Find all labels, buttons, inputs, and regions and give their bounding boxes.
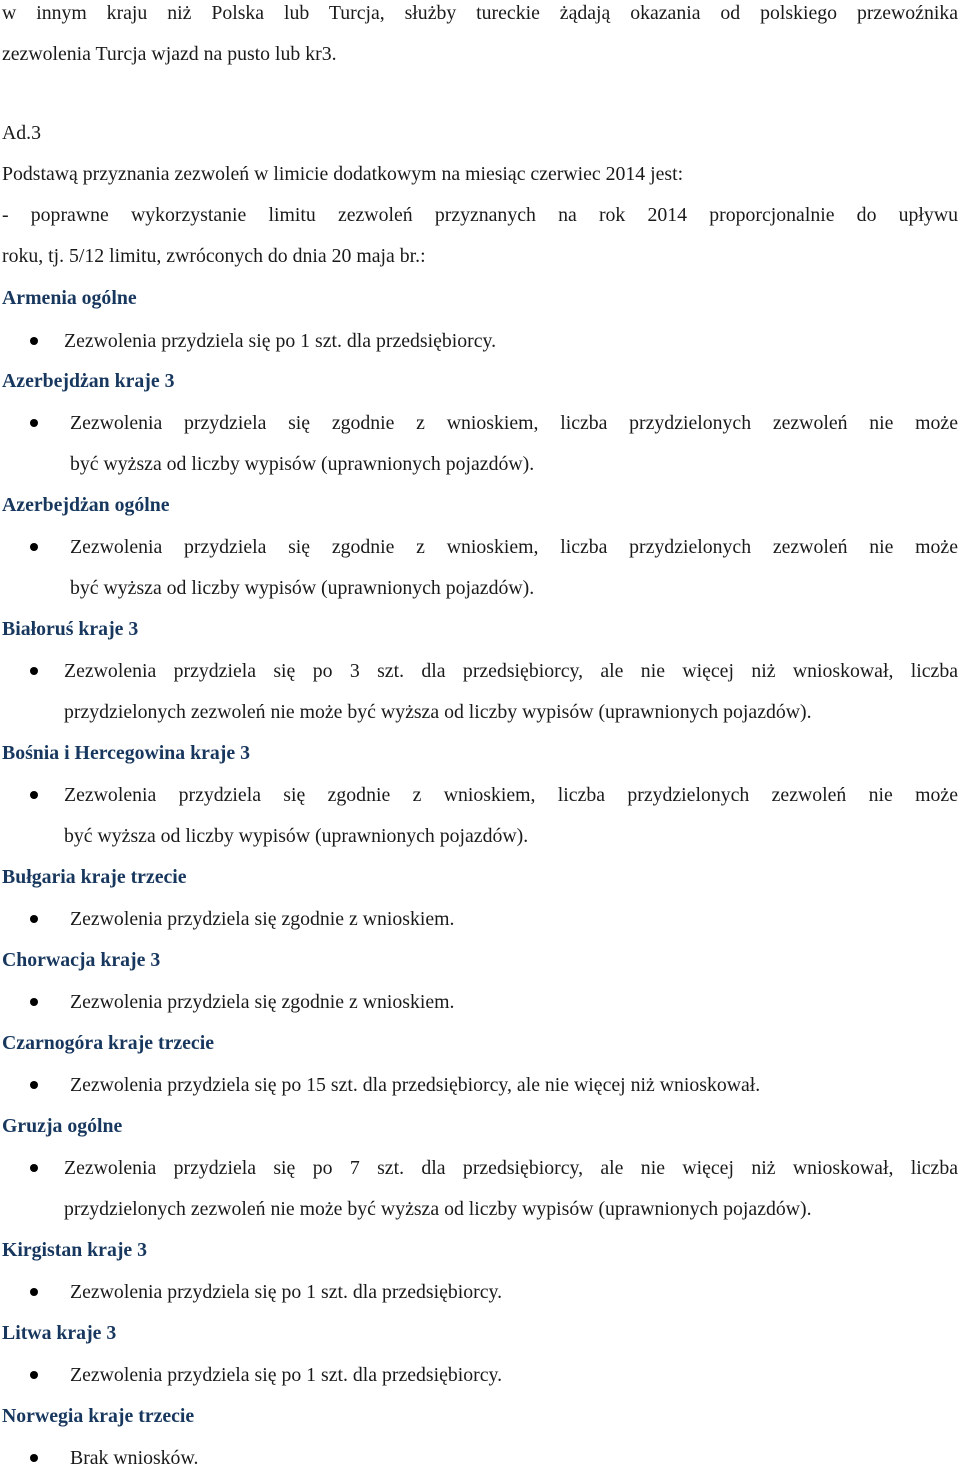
country-heading: Armenia ogólne (2, 287, 137, 309)
country-heading: Gruzja ogólne (2, 1115, 123, 1137)
list-item: Zezwolenia przydziela się zgodnie z wnioskiem. (70, 991, 455, 1013)
country-heading: Białoruś kraje 3 (2, 618, 139, 640)
list-item: Zezwolenia przydziela się zgodnie z wnioskiem, liczba przydzielonych zezwoleń nie może (64, 784, 958, 806)
criterion-line-1: - poprawne wykorzystanie limitu zezwoleń przyznanych na rok 2014 proporcjonalnie do upływu (2, 204, 958, 226)
country-heading: Kirgistan kraje 3 (2, 1239, 148, 1261)
criterion-line-2: roku, tj. 5/12 limitu, zwróconych do dnia 20 maja br.: (2, 245, 426, 267)
list-item: Zezwolenia przydziela się po 15 szt. dla przedsiębiorcy, ale nie więcej niż wnioskował. (70, 1074, 761, 1096)
list-item-continuation: być wyższa od liczby wypisów (uprawnionych pojazdów). (64, 825, 529, 847)
basis-line: Podstawą przyznania zezwoleń w limicie dodatkowym na miesiąc czerwiec 2014 jest: (2, 163, 684, 185)
country-heading: Bułgaria kraje trzecie (2, 866, 187, 888)
country-heading: Chorwacja kraje 3 (2, 949, 161, 971)
list-item: Brak wniosków. (70, 1447, 199, 1469)
country-heading: Azerbejdżan kraje 3 (2, 370, 175, 392)
list-item-continuation: przydzielonych zezwoleń nie może być wyższa od liczby wypisów (uprawnionych pojazdów). (64, 1198, 812, 1220)
intro-line-1: w innym kraju niż Polska lub Turcja, służby tureckie żądają okazania od polskiego przewoźnika (2, 2, 958, 24)
list-item: Zezwolenia przydziela się zgodnie z wnioskiem, liczba przydzielonych zezwoleń nie może (70, 412, 958, 434)
list-item: Zezwolenia przydziela się po 1 szt. dla przedsiębiorcy. (64, 330, 497, 352)
list-item: Zezwolenia przydziela się po 3 szt. dla przedsiębiorcy, ale nie więcej niż wnioskował, liczba (64, 660, 958, 682)
list-item: Zezwolenia przydziela się zgodnie z wnioskiem. (70, 908, 455, 930)
country-heading: Bośnia i Hercegowina kraje 3 (2, 742, 250, 764)
country-heading: Litwa kraje 3 (2, 1322, 117, 1344)
country-heading: Azerbejdżan ogólne (2, 494, 170, 516)
country-heading: Czarnogóra kraje trzecie (2, 1032, 214, 1054)
list-item: Zezwolenia przydziela się po 7 szt. dla przedsiębiorcy, ale nie więcej niż wnioskował, liczba (64, 1157, 958, 1179)
list-item-continuation: przydzielonych zezwoleń nie może być wyższa od liczby wypisów (uprawnionych pojazdów). (64, 701, 812, 723)
list-item: Zezwolenia przydziela się zgodnie z wnioskiem, liczba przydzielonych zezwoleń nie może (70, 536, 958, 558)
list-item: Zezwolenia przydziela się po 1 szt. dla przedsiębiorcy. (70, 1281, 503, 1303)
section-title: Ad.3 (2, 122, 42, 144)
list-item-continuation: być wyższa od liczby wypisów (uprawnionych pojazdów). (70, 453, 535, 475)
list-item: Zezwolenia przydziela się po 1 szt. dla przedsiębiorcy. (70, 1364, 503, 1386)
country-heading: Norwegia kraje trzecie (2, 1405, 195, 1427)
list-item-continuation: być wyższa od liczby wypisów (uprawnionych pojazdów). (70, 577, 535, 599)
intro-line-2: zezwolenia Turcja wjazd na pusto lub kr3. (2, 43, 337, 65)
